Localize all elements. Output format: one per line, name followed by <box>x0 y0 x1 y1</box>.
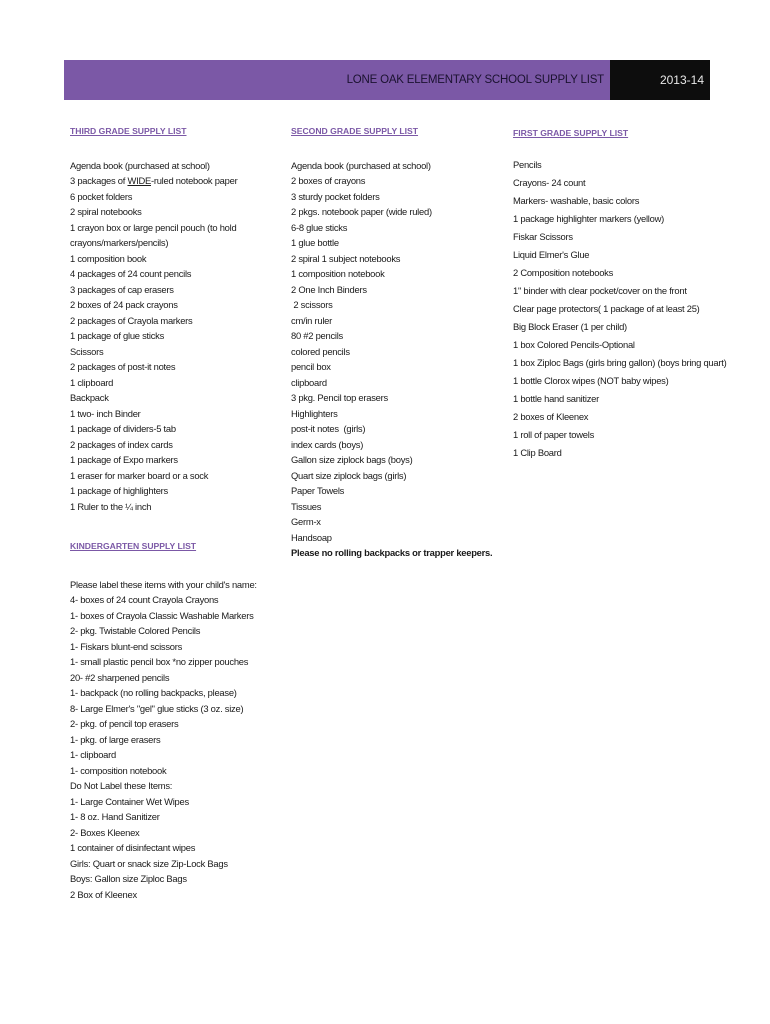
list-item: 1" binder with clear pocket/cover on the front <box>513 285 687 296</box>
list-item: 2 boxes of Kleenex <box>513 411 589 422</box>
list-item: Crayons- 24 count <box>513 177 586 188</box>
list-item: Handsoap <box>291 531 332 543</box>
item-text: 3 packages of <box>70 175 128 186</box>
list-item: pencil box <box>291 361 331 372</box>
list-item: 1- Large Container Wet Wipes <box>70 795 189 807</box>
list-item: 2 boxes of 24 pack crayons <box>70 299 178 310</box>
list-item: 1- pkg. of large erasers <box>70 733 161 745</box>
list-item: 2 packages of post-it notes <box>70 361 176 372</box>
list-item: Please label these items with your child's name: <box>70 578 257 590</box>
list-item: Agenda book (purchased at school) <box>291 159 431 171</box>
list-item: 1- boxes of Crayola Classic Washable Markers <box>70 609 254 621</box>
list-item: Liquid Elmer's Glue <box>513 249 590 260</box>
first-grade-list <box>513 124 726 462</box>
list-item: 1 two- inch Binder <box>70 407 141 419</box>
list-item: 1 package of glue sticks <box>70 330 165 341</box>
list-item: Agenda book (purchased at school) <box>70 159 210 171</box>
list-item: 4 packages of 24 count pencils <box>70 268 192 279</box>
list-item <box>70 173 237 189</box>
list-item: Scissors <box>70 345 104 357</box>
first-grade-heading: FIRST GRADE SUPPLY LIST <box>513 128 629 138</box>
list-item: 1 clipboard <box>70 376 114 388</box>
list-item: 1- backpack (no rolling backpacks, please) <box>70 687 237 698</box>
list-item: 3 packages of cap erasers <box>70 283 174 295</box>
list-item: Markers- washable, basic colors <box>513 195 640 206</box>
list-item: Germ-x <box>291 516 321 527</box>
list-item: 3 sturdy pocket folders <box>291 190 380 202</box>
list-item: 80 #2 pencils <box>291 330 343 341</box>
list-item: 2 packages of index cards <box>70 438 173 450</box>
list-item: 6-8 glue sticks <box>291 221 348 233</box>
list-item: Tissues <box>291 500 322 512</box>
list-item: Clear page protectors( 1 package of at least 25) <box>513 303 700 314</box>
third-grade-heading: THIRD GRADE SUPPLY LIST <box>70 126 187 136</box>
list-item: 1- clipboard <box>70 749 116 760</box>
header-year-box <box>610 60 710 100</box>
list-item: 1 composition notebook <box>291 268 385 279</box>
list-item: Boys: Gallon size Ziploc Bags <box>70 873 187 884</box>
page-title: LONE OAK ELEMENTARY SCHOOL SUPPLY LIST <box>346 74 604 86</box>
list-item: clipboard <box>291 376 327 388</box>
item-text: -ruled notebook paper <box>150 175 238 186</box>
list-item: 1 package of dividers-5 tab <box>70 423 176 434</box>
list-item: Highlighters <box>291 407 338 419</box>
list-item: 1 package of highlighters <box>70 485 168 496</box>
list-item: 6 pocket folders <box>70 190 133 202</box>
school-year: 2013-14 <box>659 73 704 87</box>
list-item: 8- Large Elmer's "gel" glue sticks (3 oz. size) <box>70 702 244 714</box>
second-grade-heading: SECOND GRADE SUPPLY LIST <box>291 126 419 136</box>
list-item: 2- pkg. of pencil top erasers <box>70 718 179 729</box>
second-grade-list <box>291 124 492 561</box>
list-item: post-it notes (girls) <box>291 423 366 434</box>
list-item: 1 eraser for marker board or a sock <box>70 469 209 481</box>
second-grade-note: Please no rolling backpacks or trapper keepers. <box>291 547 493 558</box>
list-item: 1 bottle Clorox wipes (NOT baby wipes) <box>513 375 669 386</box>
list-item: 1 glue bottle <box>291 237 339 248</box>
list-item: Fiskar Scissors <box>513 231 573 242</box>
list-item: 2- pkg. Twistable Colored Pencils <box>70 625 201 636</box>
list-item: 2 boxes of crayons <box>291 175 366 186</box>
list-item: Do Not Label these Items: <box>70 780 173 791</box>
list-item: 1 composition book <box>70 252 147 264</box>
list-item: 1 package of Expo markers <box>70 454 178 465</box>
list-item: crayons/markers/pencils) <box>70 237 169 248</box>
list-item: 4- boxes of 24 count Crayola Crayons <box>70 594 219 605</box>
list-item: Backpack <box>70 392 109 403</box>
list-item: 1 box Ziploc Bags (girls bring gallon) (boys bring quart) <box>513 357 727 368</box>
list-item: 2- Boxes Kleenex <box>70 826 140 838</box>
list-item: 1- Fiskars blunt-end scissors <box>70 640 183 652</box>
third-grade-list <box>70 124 237 514</box>
list-item: 2 spiral notebooks <box>70 206 142 217</box>
list-item: 2 packages of Crayola markers <box>70 314 193 326</box>
list-item: 1 box Colored Pencils-Optional <box>513 339 635 350</box>
list-item: Pencils <box>513 159 542 170</box>
list-item: 20- #2 sharpened pencils <box>70 671 170 683</box>
list-item: 1 Ruler to the ¼ inch <box>70 500 152 512</box>
list-item: 2 One Inch Binders <box>291 283 367 295</box>
list-item: 1 package highlighter markers (yellow) <box>513 213 664 224</box>
list-item: cm/in ruler <box>291 314 333 326</box>
list-item: 3 pkg. Pencil top erasers <box>291 392 388 403</box>
list-item: 2 spiral 1 subject notebooks <box>291 252 401 264</box>
list-item: 1 roll of paper towels <box>513 429 595 440</box>
list-item: 2 Composition notebooks <box>513 267 614 278</box>
list-item: 1 bottle hand sanitizer <box>513 393 599 404</box>
list-item: Quart size ziplock bags (girls) <box>291 469 407 481</box>
kindergarten-list <box>70 539 257 902</box>
list-item: 1 Clip Board <box>513 447 562 458</box>
list-item: index cards (boys) <box>291 438 364 450</box>
list-item: 2 pkgs. notebook paper (wide ruled) <box>291 206 432 217</box>
list-item: 2 Box of Kleenex <box>70 888 137 900</box>
header-title-box <box>64 60 610 100</box>
list-item: Paper Towels <box>291 485 345 496</box>
list-item: 1 container of disinfectant wipes <box>70 842 196 853</box>
list-item: 1- small plastic pencil box *no zipper pouches <box>70 656 249 667</box>
list-item: Big Block Eraser (1 per child) <box>513 321 627 332</box>
kindergarten-heading: KINDERGARTEN SUPPLY LIST <box>70 541 197 551</box>
list-item: 1 crayon box or large pencil pouch (to hold <box>70 221 237 233</box>
list-item: colored pencils <box>291 345 350 357</box>
list-item: Girls: Quart or snack size Zip-Lock Bags <box>70 857 228 869</box>
list-item: Gallon size ziplock bags (boys) <box>291 454 413 465</box>
header-bar <box>64 60 710 100</box>
list-item: 2 scissors <box>291 299 333 310</box>
list-item: 1- composition notebook <box>70 764 167 776</box>
list-item: 1- 8 oz. Hand Sanitizer <box>70 811 160 822</box>
wide-emphasis: WIDE <box>127 175 151 186</box>
